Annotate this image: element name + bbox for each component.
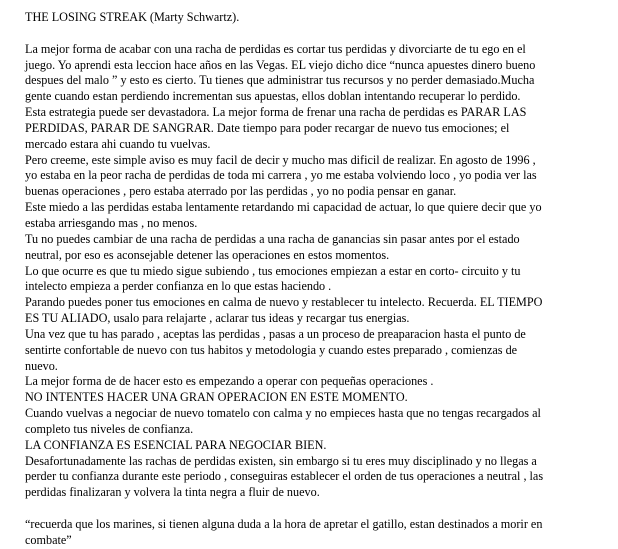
paragraph-emphasis <box>25 390 600 406</box>
paragraph-line: LA CONFIANZA ES ESENCIAL PARA NEGOCIAR BIEN. <box>25 437 327 452</box>
paragraph-line: yo estaba en la peor racha de perdidas de toda mi carrera , yo me estaba volviendo loco , yo podia ver las <box>25 168 537 183</box>
paragraph-line: gente cuando estan perdiendo incrementan sus apuestas, ellos doblan intentando recuperar lo perdido. <box>25 89 521 104</box>
paragraph-line: NO INTENTES HACER UNA GRAN OPERACION EN ESTE MOMENTO. <box>25 390 408 405</box>
quote-line: combate” <box>25 532 72 547</box>
paragraph-line: nuevo. <box>25 358 58 373</box>
paragraph-line: perder tu confianza durante este periodo , conseguiras establecer el orden de tus operaciones a neutral , las <box>25 469 544 484</box>
paragraph-line: La mejor forma de de hacer esto es empezando a operar con pequeñas operaciones . <box>25 374 434 389</box>
paragraph-line: neutral, por eso es aconsejable detener las operaciones en estos momentos. <box>25 247 390 262</box>
paragraph-line: Pero creeme, este simple aviso es muy facil de decir y mucho mas dificil de realizar. En agosto de 1996 , <box>25 152 536 167</box>
paragraph <box>25 295 600 327</box>
closing-quote <box>25 517 600 549</box>
blank-line <box>25 501 600 517</box>
paragraph-line: perdidas finalizaran y volvera la tinta negra a fluir de nuevo. <box>25 485 320 500</box>
paragraph-line: ES TU ALIADO, usalo para relajarte , aclarar tus ideas y recargar tus energias. <box>25 311 410 326</box>
paragraph-line: estaba arriesgando mas , no menos. <box>25 215 198 230</box>
paragraph-line: mercado estara ahi cuando tu vuelvas. <box>25 136 211 151</box>
paragraph-line: juego. Yo aprendi esta leccion hace años en las Vegas. EL viejo dicho dice “nunca apuestes dinero bueno <box>25 57 536 72</box>
paragraph-line: Lo que ocurre es que tu miedo sigue subiendo , tus emociones empiezan a estar en corto- circuito y tu <box>25 263 521 278</box>
paragraph-line: Esta estrategia puede ser devastadora. La mejor forma de frenar una racha de perdidas es PARAR LAS <box>25 105 527 120</box>
paragraph-line: despues del malo ” y esto es cierto. Tu tienes que administrar tus recursos y no perder demasiado.Mucha <box>25 73 535 88</box>
paragraph-line: Desafortunadamente las rachas de perdidas existen, sin embargo si tu eres muy disciplinado y no llegas a <box>25 453 537 468</box>
paragraph <box>25 200 600 232</box>
paragraph <box>25 153 600 201</box>
paragraph-line: intelecto empieza a perder confianza en lo que estas haciendo . <box>25 279 332 294</box>
paragraph-emphasis <box>25 438 600 454</box>
paragraph <box>25 264 600 296</box>
blank-line <box>25 26 600 42</box>
paragraph <box>25 327 600 375</box>
paragraph <box>25 105 600 153</box>
paragraph-line: PERDIDAS, PARAR DE SANGRAR. Date tiempo para poder recargar de nuevo tus emociones; el <box>25 120 510 135</box>
paragraph-line: Tu no puedes cambiar de una racha de perdidas a una racha de ganancias sin pasar antes por el estado <box>25 231 520 246</box>
paragraph <box>25 232 600 264</box>
paragraph-line: Este miedo a las perdidas estaba lentamente retardando mi capacidad de actuar, lo que quiere decir que yo <box>25 200 542 215</box>
paragraph <box>25 454 600 502</box>
paragraph-line: La mejor forma de acabar con una racha de perdidas es cortar tus perdidas y divorciarte de tu ego en el <box>25 41 526 56</box>
paragraph-line: completo tus niveles de confianza. <box>25 421 194 436</box>
paragraph <box>25 406 600 438</box>
paragraph-line: Parando puedes poner tus emociones en calma de nuevo y restablecer tu intelecto. Recuerda. EL TIEMPO <box>25 295 543 310</box>
paragraph <box>25 42 600 105</box>
document-title: THE LOSING STREAK (Marty Schwartz). <box>25 10 240 24</box>
paragraph <box>25 374 600 390</box>
paragraph-line: Una vez que tu has parado , aceptas las perdidas , pasas a un proceso de preaparacion hasta el punto de <box>25 326 526 341</box>
paragraph-line: buenas operaciones , pero estaba aterrado por las perdidas , yo no podia pensar en ganar. <box>25 184 457 199</box>
paragraph-line: Cuando vuelvas a negociar de nuevo tomatelo con calma y no empieces hasta que no tengas recargados al <box>25 406 541 421</box>
paragraph-line: sentirte confortable de nuevo con tus habitos y metodologia y cuando estes preparado , comienzas de <box>25 342 518 357</box>
document-page <box>25 10 600 549</box>
quote-line: “recuerda que los marines, si tienen alguna duda a la hora de apretar el gatillo, estan destinados a morir en <box>25 517 543 531</box>
